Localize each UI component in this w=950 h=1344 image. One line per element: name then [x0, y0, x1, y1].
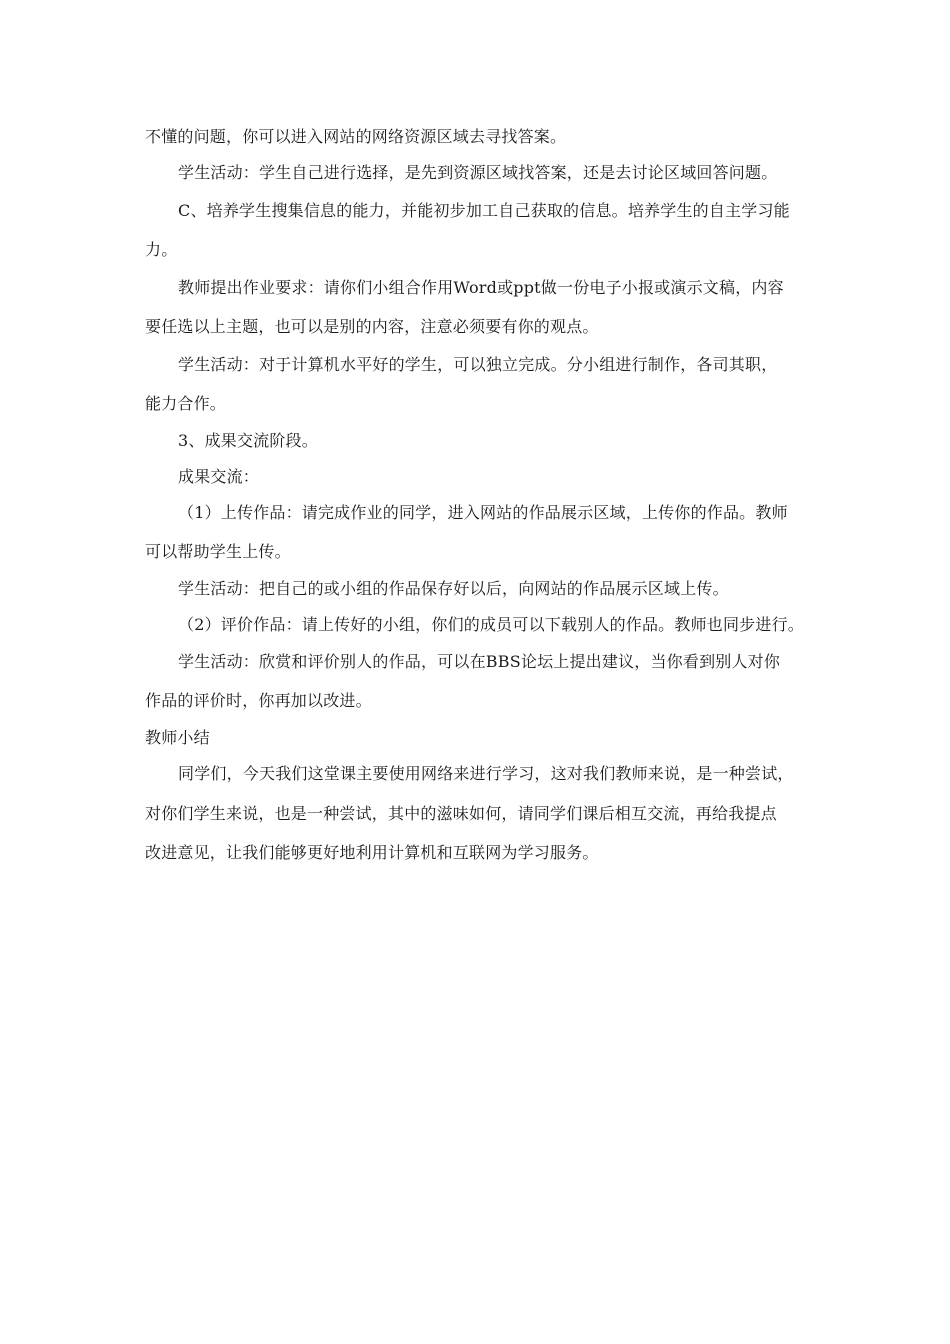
paragraph-line: 改进意见，让我们能够更好地利用计算机和互联网为学习服务。: [145, 843, 599, 862]
paragraph-line: （2）评价作品：请上传好的小组，你们的成员可以下载别人的作品。教师也同步进行。: [178, 615, 804, 634]
paragraph-line: C、培养学生搜集信息的能力，并能初步加工自己获取的信息。培养学生的自主学习能: [178, 201, 790, 220]
paragraph-line: 学生活动：欣赏和评价别人的作品，可以在BBS论坛上提出建议，当你看到别人对你: [178, 652, 781, 671]
paragraph-line: 成果交流：: [178, 467, 260, 486]
paragraph-line: 可以帮助学生上传。: [145, 542, 291, 561]
paragraph-line: 要任选以上主题，也可以是别的内容，注意必须要有你的观点。: [145, 317, 599, 336]
section-heading: 教师小结: [145, 728, 210, 747]
paragraph-line: 学生活动：对于计算机水平好的学生，可以独立完成。分小组进行制作，各司其职，: [178, 355, 778, 374]
paragraph-line: 不懂的问题，你可以进入网站的网络资源区域去寻找答案。: [145, 127, 567, 146]
paragraph-line: 3、成果交流阶段。: [178, 431, 318, 450]
paragraph-line: 学生活动：把自己的或小组的作品保存好以后，向网站的作品展示区域上传。: [178, 579, 729, 598]
paragraph-line: 能力合作。: [145, 394, 227, 413]
paragraph-line: 力。: [145, 240, 178, 259]
paragraph-line: （1）上传作品：请完成作业的同学，进入网站的作品展示区域，上传你的作品。教师: [178, 503, 788, 522]
paragraph-line: 对你们学生来说，也是一种尝试，其中的滋味如何，请同学们课后相互交流，再给我提点: [145, 804, 777, 823]
paragraph-line: 教师提出作业要求：请你们小组合作用Word或ppt做一份电子小报或演示文稿，内容: [178, 278, 784, 297]
paragraph-line: 作品的评价时，你再加以改进。: [145, 691, 372, 710]
paragraph-line: 学生活动：学生自己进行选择，是先到资源区域找答案，还是去讨论区域回答问题。: [178, 163, 778, 182]
paragraph-line: 同学们，今天我们这堂课主要使用网络来进行学习，这对我们教师来说，是一种尝试，: [178, 764, 794, 783]
